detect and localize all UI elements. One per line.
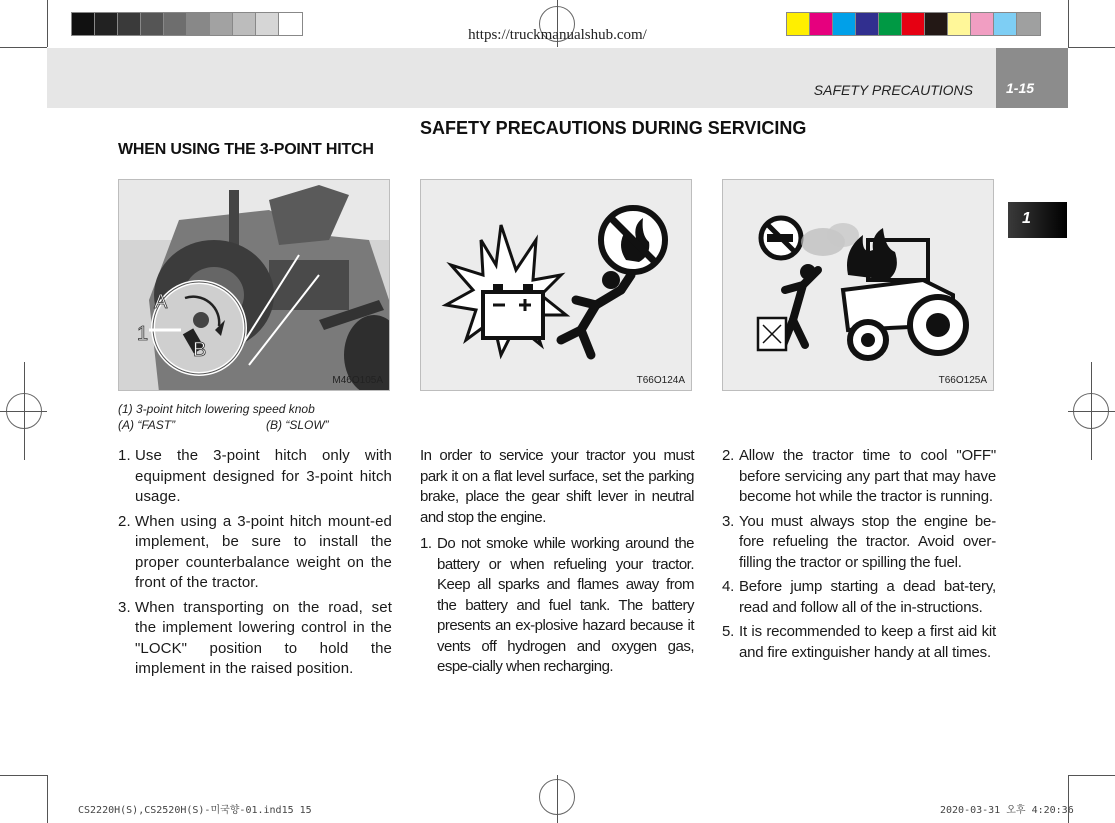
hitch-instructions <box>118 446 392 684</box>
crop-mark <box>0 775 47 776</box>
figure-caption <box>118 401 358 433</box>
battery-hazard-illustration <box>420 179 692 391</box>
figure-code: T66O125A <box>938 375 987 386</box>
figure-code: T66O124A <box>636 375 685 386</box>
section-title: SAFETY PRECAUTIONS <box>813 82 973 98</box>
label-a: A <box>154 291 168 313</box>
battery-explosion-icon <box>421 180 692 391</box>
crop-mark <box>0 411 47 412</box>
label-1: 1 <box>137 323 149 345</box>
tractor-fire-icon <box>723 180 994 391</box>
intro-paragraph: In order to service your tractor you must park it on a flat level surface, set the parking brake, place the gear shift lever in neutral and stop the engine. <box>420 447 694 526</box>
list-item: 2. When using a 3-point hitch mount-ed implement, be sure to install the proper counterbalance weight on the front of the tractor. <box>118 512 392 591</box>
crop-mark <box>557 775 558 823</box>
caption-line: (1) 3-point hitch lowering speed knob <box>118 402 315 416</box>
caption-legend <box>118 417 358 433</box>
list-item: 2. Allow the tractor time to cool "OFF" before servicing any part that may have become hot while the tractor is running. <box>722 447 996 505</box>
list-item: 4. Before jump starting a dead bat-tery, read and follow all of the in-structions. <box>722 578 996 616</box>
print-timestamp: 2020-03-31 오후 4:20:36 <box>940 805 1074 816</box>
chapter-tab <box>1008 202 1067 238</box>
hitch-heading: WHEN USING THE 3-POINT HITCH <box>118 141 374 158</box>
servicing-instructions <box>722 446 996 667</box>
page-header-band <box>47 48 1068 108</box>
caption-fast: (A) “FAST” <box>118 418 176 432</box>
crop-mark <box>47 775 48 823</box>
page-number: 1-15 <box>1006 80 1035 96</box>
caption-slow: (B) “SLOW” <box>266 418 329 432</box>
crop-mark <box>1068 775 1115 776</box>
hitch-photo-illustration <box>119 180 390 391</box>
list-item: 3. When transporting on the road, set the implement lowering control in the "LOCK" position to hold the implement in the raised position. <box>118 598 392 677</box>
crop-mark <box>1068 47 1115 48</box>
main-heading: SAFETY PRECAUTIONS DURING SERVICING <box>420 118 807 138</box>
crop-mark <box>0 47 47 48</box>
servicing-intro <box>420 446 694 682</box>
list-item: 1. Use the 3-point hitch only with equipment designed for 3-point hitch usage. <box>118 447 392 505</box>
source-url[interactable]: https://truckmanualshub.com/ <box>468 27 647 43</box>
figure-code: M46O105A <box>332 375 383 386</box>
chapter-number: 1 <box>1022 210 1031 227</box>
hitch-knob-photo <box>118 179 390 391</box>
label-b: B <box>193 339 207 361</box>
list-item: 3. You must always stop the engine be-fore refueling the tractor. Avoid over-filling the tractor or spilling the fuel. <box>722 512 996 571</box>
list-item: 1. Do not smoke while working around the battery or when refueling your tractor. Keep all sparks and flames away from the battery and fuel tank. The battery presents an ex-plosive hazard because it vents off hydrogen and oxygen gas, espe-cially when recharging. <box>420 535 694 675</box>
crop-mark <box>1068 411 1115 412</box>
refueling-fire-illustration <box>722 179 994 391</box>
list-item: 5. It is recommended to keep a first aid kit and fire extinguisher handy at all times. <box>722 623 996 661</box>
page-number-tab <box>996 48 1068 108</box>
print-file-info: CS2220H(S),CS2520H(S)-미국향-01.ind15 15 <box>78 805 312 816</box>
